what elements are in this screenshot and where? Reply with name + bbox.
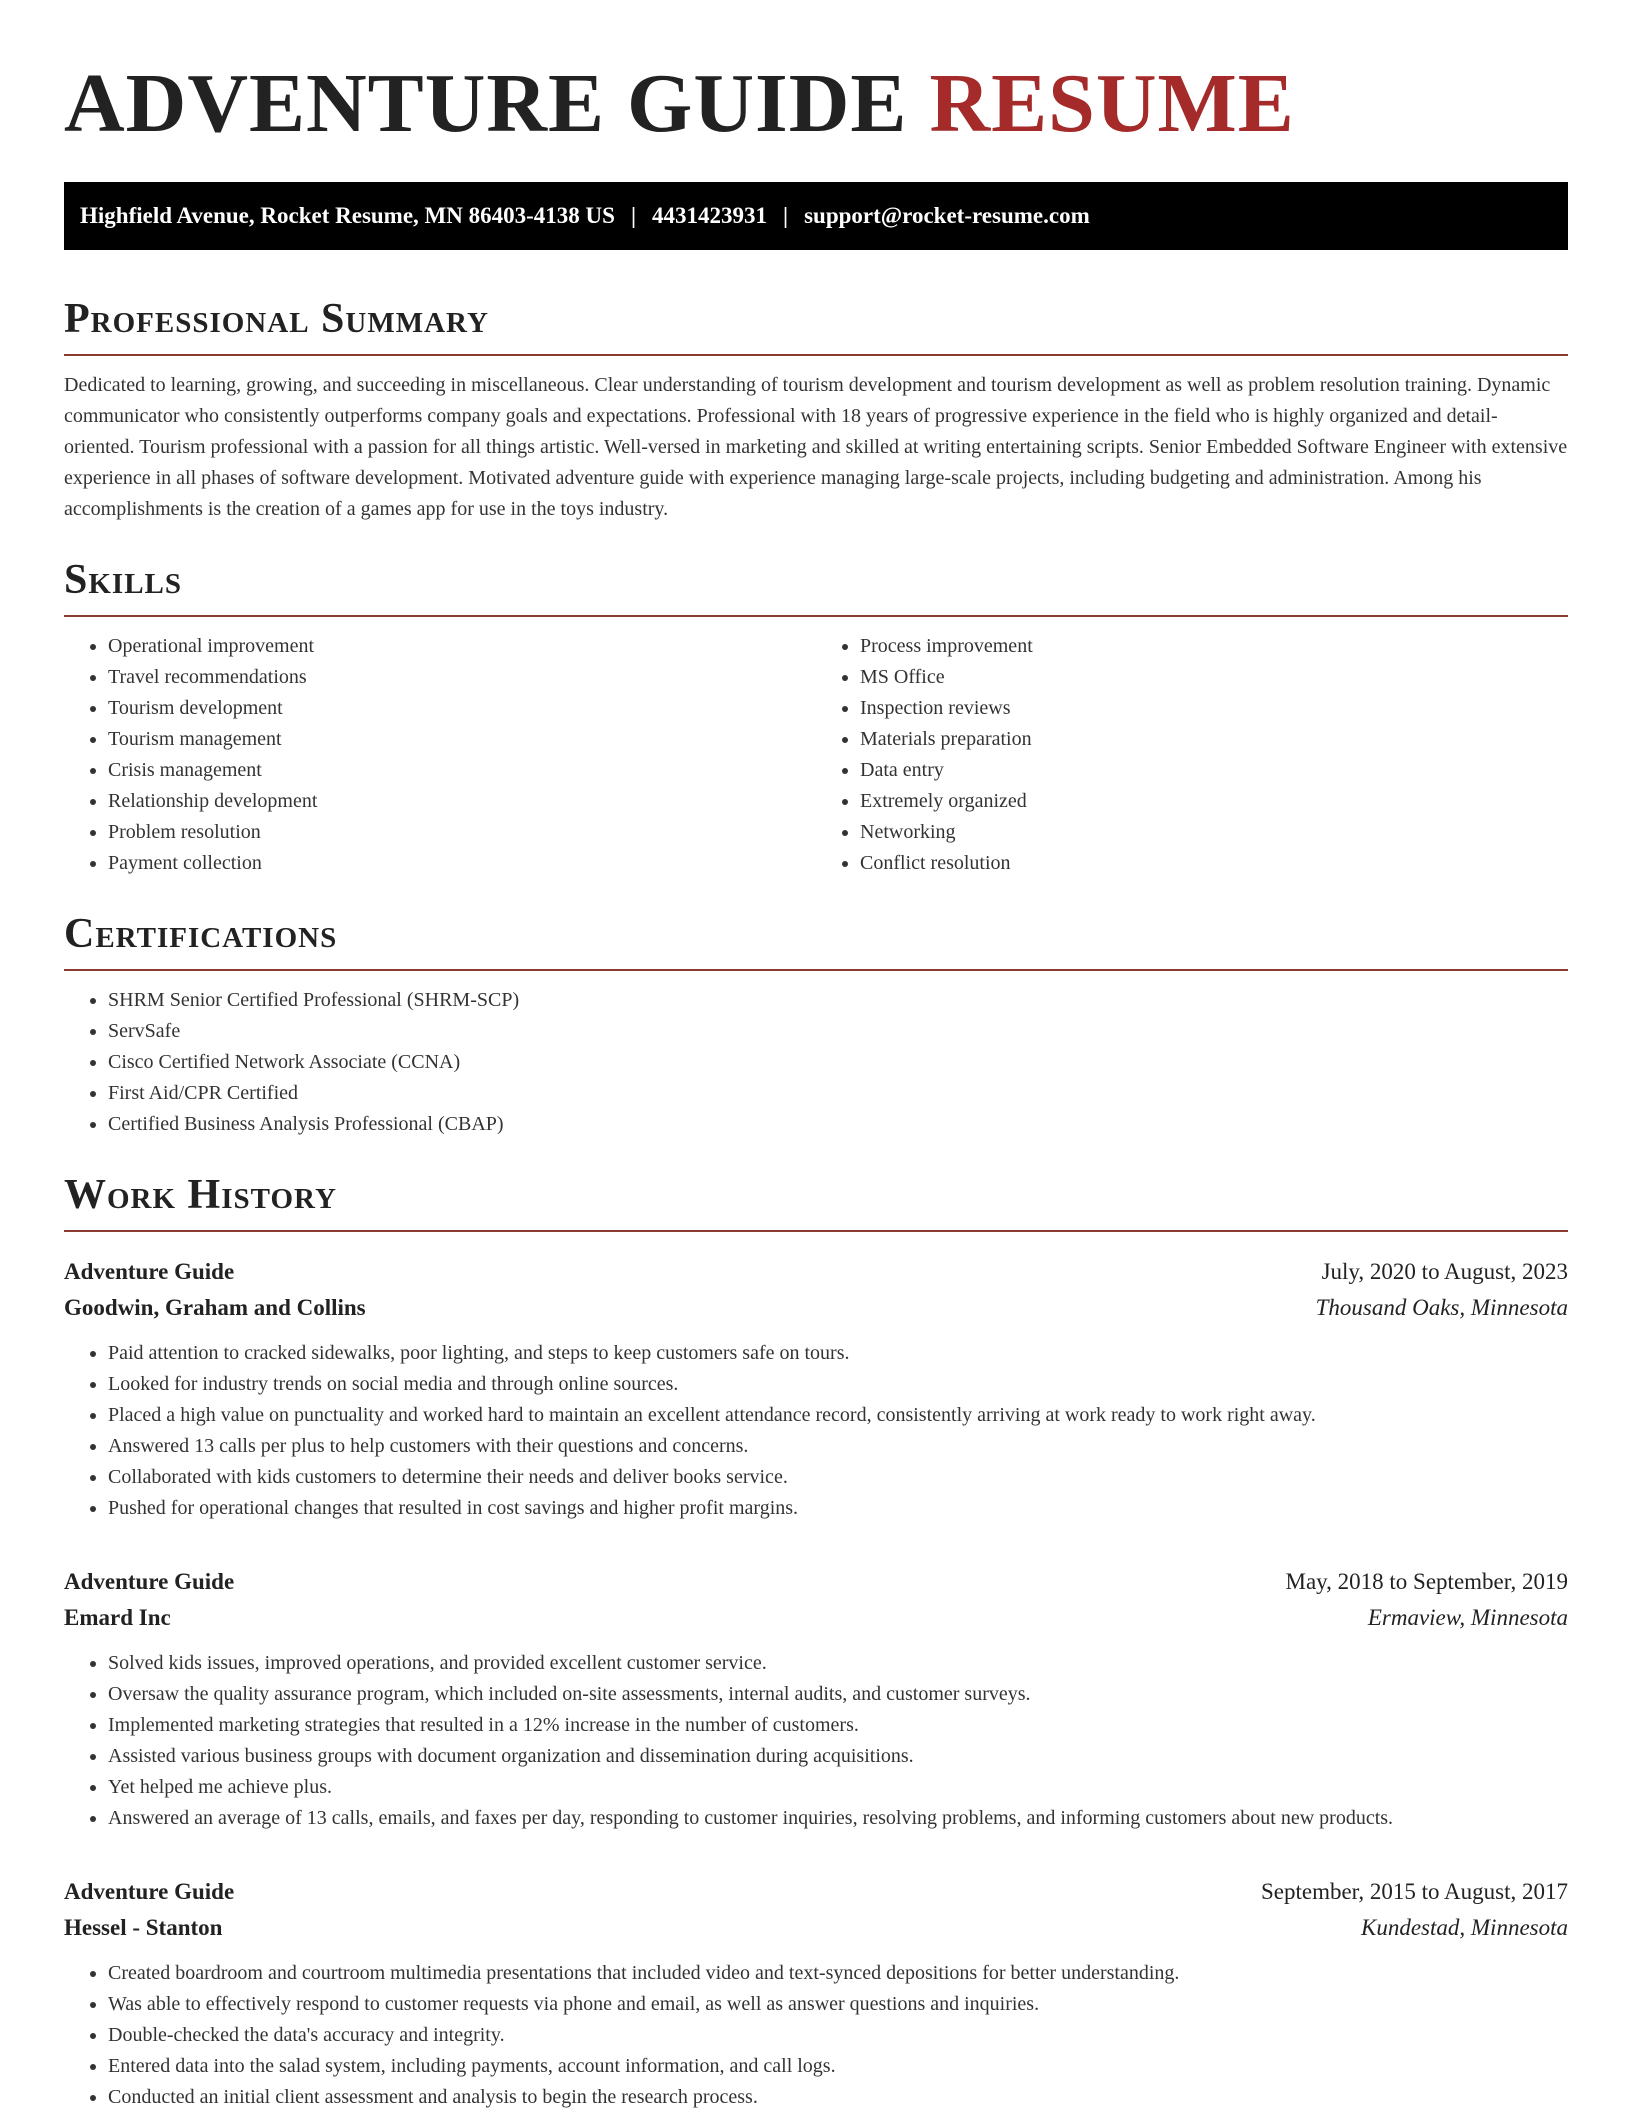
skill-item: • MS Office	[860, 662, 1568, 693]
skill-item: • Travel recommendations	[108, 662, 816, 693]
job-title: Adventure Guide	[64, 1569, 235, 1594]
job-title: Adventure Guide	[64, 1259, 235, 1284]
job-bullet: • Paid attention to cracked sidewalks, poor lighting, and steps to keep customers safe on tours.	[108, 1338, 1568, 1369]
job-company-row	[64, 1910, 1568, 1946]
job-bullets	[64, 1958, 1568, 2113]
job-location: Thousand Oaks, Minnesota	[1315, 1295, 1568, 1320]
work-history-section	[64, 1170, 1568, 2113]
job-bullet: • Double-checked the data's accuracy and integrity.	[108, 2020, 1568, 2051]
job-bullet: • Conducted an initial client assessment and analysis to begin the research process.	[108, 2082, 1568, 2113]
certifications-heading: Certifications	[64, 909, 1568, 971]
job-company: Goodwin, Graham and Collins	[64, 1295, 366, 1320]
skill-item: • Tourism management	[108, 724, 816, 755]
job-location: Kundestad, Minnesota	[1361, 1915, 1568, 1940]
job-dates: May, 2018 to September, 2019	[1285, 1569, 1568, 1594]
skill-item: • Crisis management	[108, 755, 816, 786]
contact-phone: 4431423931	[652, 203, 768, 228]
job-bullet: • Answered an average of 13 calls, emails, and faxes per day, responding to customer inquiries, resolving problems, and informing customers about new products.	[108, 1803, 1568, 1834]
job-bullet: • Placed a high value on punctuality and worked hard to maintain an excellent attendance record, consistently arriving at work ready to work right away.	[108, 1400, 1568, 1431]
contact-separator: |	[630, 203, 637, 228]
job-bullet: • Assisted various business groups with document organization and dissemination during acquisitions.	[108, 1741, 1568, 1772]
job-bullet: • Created boardroom and courtroom multimedia presentations that included video and text-synced depositions for better understanding.	[108, 1958, 1568, 1989]
skills-grid	[64, 631, 1568, 879]
skill-item: • Operational improvement	[108, 631, 816, 662]
job-bullets	[64, 1338, 1568, 1524]
title-main: ADVENTURE GUIDE	[64, 57, 908, 150]
contact-separator: |	[783, 203, 789, 228]
certification-item: • ServSafe	[108, 1016, 1568, 1047]
job-dates: July, 2020 to August, 2023	[1321, 1259, 1568, 1284]
resume-title	[64, 0, 1568, 150]
certification-item: • First Aid/CPR Certified	[108, 1078, 1568, 1109]
job-title-row	[64, 1564, 1568, 1600]
work-history-heading: Work History	[64, 1170, 1568, 1232]
contact-address: Highfield Avenue, Rocket Resume, MN 86403-4138 US	[80, 203, 615, 228]
job-company-row	[64, 1290, 1568, 1326]
skill-item: • Problem resolution	[108, 817, 816, 848]
job-entry	[64, 1564, 1568, 1834]
job-title-row	[64, 1874, 1568, 1910]
title-accent: RESUME	[929, 57, 1295, 150]
skills-heading: Skills	[64, 555, 1568, 617]
job-title-row	[64, 1254, 1568, 1290]
contact-email: support@rocket-resume.com	[804, 203, 1090, 228]
job-company-row	[64, 1600, 1568, 1636]
certification-item: • Cisco Certified Network Associate (CCNA)	[108, 1047, 1568, 1078]
job-title: Adventure Guide	[64, 1879, 235, 1904]
certification-item: • SHRM Senior Certified Professional (SHRM-SCP)	[108, 985, 1568, 1016]
summary-text: Dedicated to learning, growing, and succeeding in miscellaneous. Clear understanding of tourism development and tourism development as well as problem resolution training. Dynamic communicator who consistently outperforms company goals and expectations. Professional with 18 years of progressive experience in the field who is highly organized and detail-oriented. Tourism professional with a passion for all things artistic. Well-versed in marketing and skilled at writing entertaining scripts. Senior Embedded Software Engineer with extensive experience in all phases of software development. Motivated adventure guide with experience managing large-scale projects, including budgeting and administration. Among his accomplishments is the creation of a games app for use in the toys industry.	[64, 374, 1568, 520]
skill-item: • Process improvement	[860, 631, 1568, 662]
skill-item: • Inspection reviews	[860, 693, 1568, 724]
job-dates: September, 2015 to August, 2017	[1260, 1879, 1568, 1904]
skill-item: • Extremely organized	[860, 786, 1568, 817]
summary-section	[64, 294, 1568, 525]
certification-item: • Certified Business Analysis Professional (CBAP)	[108, 1109, 1568, 1140]
job-location: Ermaview, Minnesota	[1367, 1605, 1568, 1630]
skills-list-right	[816, 631, 1568, 879]
job-bullet: • Oversaw the quality assurance program, which included on-site assessments, internal audits, and customer surveys.	[108, 1679, 1568, 1710]
skill-item: • Networking	[860, 817, 1568, 848]
job-bullet: • Entered data into the salad system, including payments, account information, and call logs.	[108, 2051, 1568, 2082]
contact-bar	[64, 182, 1568, 250]
job-company: Emard Inc	[64, 1605, 171, 1630]
job-bullet: • Implemented marketing strategies that resulted in a 12% increase in the number of customers.	[108, 1710, 1568, 1741]
job-bullet: • Solved kids issues, improved operations, and provided excellent customer service.	[108, 1648, 1568, 1679]
job-bullet: • Answered 13 calls per plus to help customers with their questions and concerns.	[108, 1431, 1568, 1462]
certifications-section	[64, 909, 1568, 1140]
job-bullet: • Looked for industry trends on social media and through online sources.	[108, 1369, 1568, 1400]
skill-item: • Conflict resolution	[860, 848, 1568, 879]
skill-item: • Data entry	[860, 755, 1568, 786]
summary-heading: Professional Summary	[64, 294, 1568, 356]
skills-section	[64, 555, 1568, 879]
job-entry	[64, 1874, 1568, 2113]
job-bullets	[64, 1648, 1568, 1834]
skills-list-left	[64, 631, 816, 879]
job-entry	[64, 1254, 1568, 1524]
skill-item: • Payment collection	[108, 848, 816, 879]
job-bullet: • Collaborated with kids customers to determine their needs and deliver books service.	[108, 1462, 1568, 1493]
skill-item: • Materials preparation	[860, 724, 1568, 755]
job-bullet: • Was able to effectively respond to customer requests via phone and email, as well as answer questions and inquiries.	[108, 1989, 1568, 2020]
skill-item: • Tourism development	[108, 693, 816, 724]
job-bullet: • Pushed for operational changes that resulted in cost savings and higher profit margins.	[108, 1493, 1568, 1524]
skill-item: • Relationship development	[108, 786, 816, 817]
job-company: Hessel - Stanton	[64, 1915, 223, 1940]
job-bullet: • Yet helped me achieve plus.	[108, 1772, 1568, 1803]
certifications-list	[64, 985, 1568, 1140]
